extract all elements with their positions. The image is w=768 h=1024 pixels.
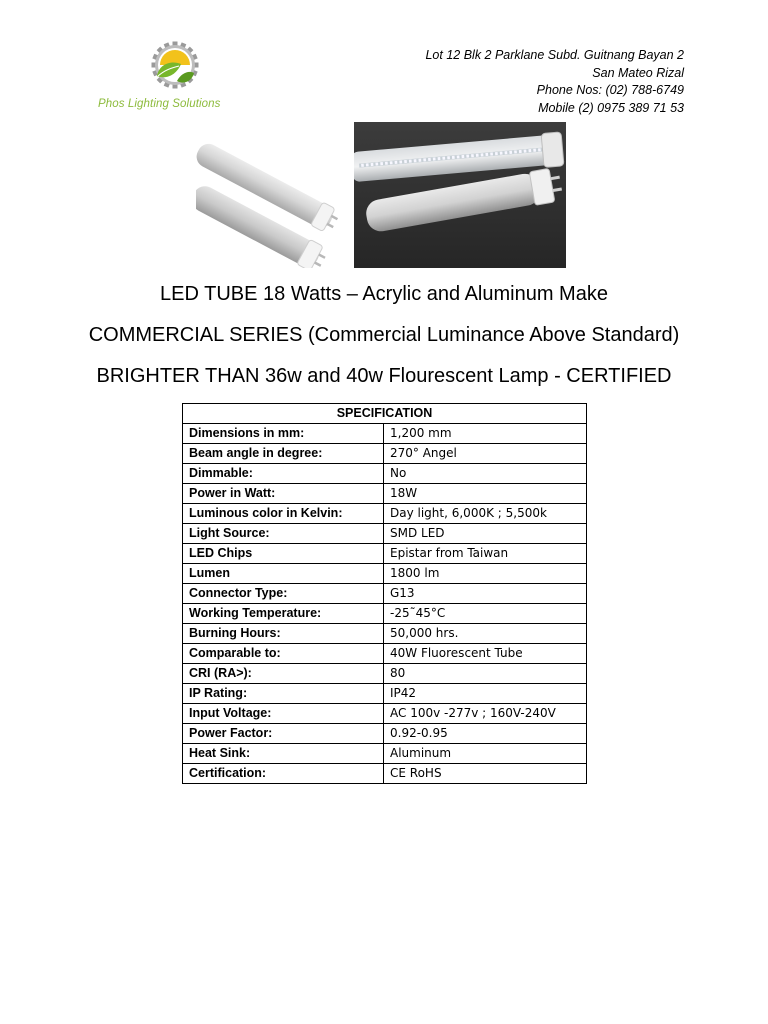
table-row: [183, 584, 587, 604]
spec-value: 0.92-0.95: [384, 724, 587, 744]
spec-value: G13: [384, 584, 587, 604]
address-line: Lot 12 Blk 2 Parklane Subd. Guitnang Bayan 2: [425, 48, 684, 62]
company-logo: [92, 40, 262, 116]
table-row: [183, 744, 587, 764]
table-row: [183, 544, 587, 564]
table-row: [183, 484, 587, 504]
spec-label: Power in Watt:: [183, 484, 384, 504]
spec-label: Power Factor:: [183, 724, 384, 744]
table-row: [183, 664, 587, 684]
spec-value: Day light, 6,000K ; 5,500k: [384, 504, 587, 524]
spec-value: IP42: [384, 684, 587, 704]
headline-series: COMMERCIAL SERIES (Commercial Luminance Above Standard): [88, 324, 680, 346]
spec-label: Comparable to:: [183, 644, 384, 664]
spec-label: Working Temperature:: [183, 604, 384, 624]
spec-label: Beam angle in degree:: [183, 444, 384, 464]
table-row: [183, 624, 587, 644]
table-row: [183, 724, 587, 744]
table-row: [183, 424, 587, 444]
spec-value: 50,000 hrs.: [384, 624, 587, 644]
table-row: [183, 464, 587, 484]
spec-value: No: [384, 464, 587, 484]
headline-block: [0, 280, 768, 403]
spec-label: Connector Type:: [183, 584, 384, 604]
led-tube-photo-clear: [354, 122, 566, 268]
spec-value: 1,200 mm: [384, 424, 587, 444]
spec-value: 18W: [384, 484, 587, 504]
spec-label: Dimensions in mm:: [183, 424, 384, 444]
spec-label: Input Voltage:: [183, 704, 384, 724]
led-tube-photo-frosted: [196, 122, 351, 268]
spec-header-row: [183, 404, 587, 424]
table-row: [183, 684, 587, 704]
spec-label: LED Chips: [183, 544, 384, 564]
spec-value: CE RoHS: [384, 764, 587, 784]
brand-name: Phos Lighting Solutions: [98, 98, 221, 110]
table-row: [183, 604, 587, 624]
phone-line: Phone Nos: (02) 788-6749: [536, 83, 684, 97]
spec-label: CRI (RA>):: [183, 664, 384, 684]
spec-value: 1800 lm: [384, 564, 587, 584]
spec-value: Epistar from Taiwan: [384, 544, 587, 564]
specification-table: [182, 403, 587, 784]
table-row: [183, 644, 587, 664]
city-line: San Mateo Rizal: [592, 65, 684, 80]
headline-brightness: BRIGHTER THAN 36w and 40w Flourescent Lamp - CERTIFIED: [96, 365, 672, 387]
headline-product: LED TUBE 18 Watts – Acrylic and Aluminum Make: [160, 283, 608, 305]
table-row: [183, 564, 587, 584]
table-row: [183, 444, 587, 464]
spec-value: Aluminum: [384, 744, 587, 764]
mobile-line: Mobile (2) 0975 389 71 53: [538, 100, 684, 115]
spec-label: Burning Hours:: [183, 624, 384, 644]
spec-label: Certification:: [183, 764, 384, 784]
sun-leaf-gear-icon: [147, 40, 199, 94]
spec-value: -25˜45°C: [384, 604, 587, 624]
table-row: [183, 764, 587, 784]
spec-label: Dimmable:: [183, 464, 384, 484]
spec-title: SPECIFICATION: [183, 404, 587, 424]
spec-value: 40W Fluorescent Tube: [384, 644, 587, 664]
spec-body: [183, 424, 587, 784]
spec-label: Lumen: [183, 564, 384, 584]
table-row: [183, 524, 587, 544]
spec-label: Light Source:: [183, 524, 384, 544]
spec-label: Luminous color in Kelvin:: [183, 504, 384, 524]
spec-value: 80: [384, 664, 587, 684]
contact-block: [425, 47, 684, 117]
spec-value: AC 100v -277v ; 160V-240V: [384, 704, 587, 724]
spec-label: Heat Sink:: [183, 744, 384, 764]
spec-value: SMD LED: [384, 524, 587, 544]
spec-label: IP Rating:: [183, 684, 384, 704]
table-row: [183, 504, 587, 524]
table-row: [183, 704, 587, 724]
spec-value: 270° Angel: [384, 444, 587, 464]
